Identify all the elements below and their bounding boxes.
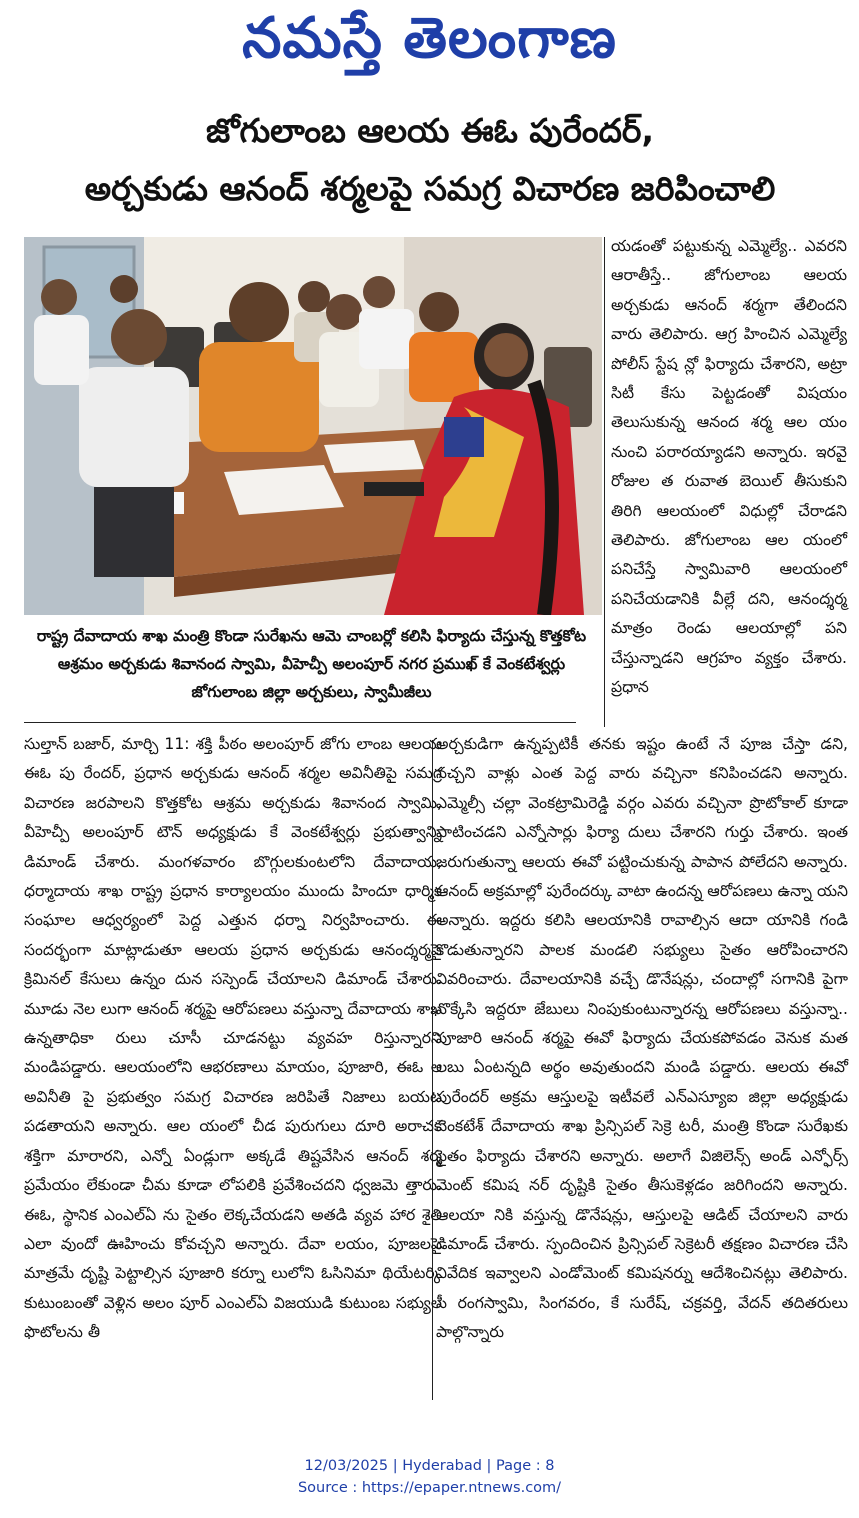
headline-line-2: అర్చకుడు ఆనంద్ శర్మలపై సమగ్ర విచారణ జరిపించాలి	[84, 169, 776, 208]
footer-date-line: 12/03/2025 | Hyderabad | Page : 8	[304, 1458, 555, 1474]
article-text: యడంతో పట్టుకున్న ఎమ్మెల్యే.. ఎవరని ఆరాతీస్తే.. జోగులాంబ ఆలయ అర్చకుడు ఆనంద్ శర్మగా తేలిందని వారు తెలిపారు. ఆగ్ర హించిన ఎమ్మెల్యే పోలీస్ స్టేష న్లో ఫిర్యాదు చేశారని, అట్రా సిటీ కేసు పెట్టడంతో విషయం తెలుసుకున్న ఆనంద శర్మ ఆల యం నుంచి పరారయ్యాడని అన్నారు. ఇరవై రోజుల త రువాత బెయిల్ తీసుకుని తిరిగి ఆలయంలో విధుల్లో చేరాడని తెలిపారు. జోగులాంబ ఆల యంలో పనిచేస్తే స్వామివారి ఆలయంలో పనిచేయడానికి వీల్లే దని, ఆనంద్శర్మ మాత్రం రెండు ఆలయాల్లో పని చేస్తున్నాడని ఆగ్రహం వ్యక్తం చేశారు. ప్రధాన	[611, 237, 847, 697]
column-divider-top	[604, 237, 605, 727]
footer-source-line: Source : https://epaper.ntnews.com/	[297, 1480, 562, 1496]
headline-line-1: జోగులాంబ ఆలయ ఈఓ పురేందర్,	[205, 111, 655, 150]
article-column-right-bottom	[436, 730, 848, 1348]
article-text: అర్చకుడిగా ఉన్నప్పటికీ తనకు ఇష్టం ఉంటే నే పూజ చేస్తా డని, నచ్చని వాళ్లు ఎంత పెద్ద వారు వచ్చినా కనిపించడని అన్నారు. ఎమ్మెల్సీ చల్లా వెంకట్రామిరెడ్డి వర్గం ఎవరు వచ్చినా ప్రొటోకాల్ కూడా పాటించడని ఎన్నోసార్లు ఫిర్యా దులు చేశారని గుర్తు చేశారు. ఇంత జరుగుతున్నా ఆలయ ఈవో పట్టించుకున్న పాపాన పోలేదని అన్నారు. ఆనంద్ అక్రమాల్లో పురేందర్కు వాటా ఉందన్న ఆరోపణలు ఉన్నా యని అన్నారు. ఇద్దరు కలిసి ఆలయానికి రావాల్సిన ఆదా యానికి గండి కొడుతున్నారని పాలక మండలి సభ్యులు సైతం ఆరోపించారని వివరించారు. దేవాలయానికి వచ్చే డొనేషన్లు, చందాల్లో సగానికి పైగా నొక్కేసి ఇద్దరూ జేబులు నింపుకుంటున్నారన్న ఆరోపణలు వస్తున్నా.. పూజారి ఆనంద్ శర్మపై ఈవో ఫిర్యాదు చేయకపోవడం వెనుక మత లబు ఏంటన్నది అర్థం అవుతుందని మండి పడ్డారు. ఆలయ ఈవో పురేందర్ అక్రమ ఆస్తులపై ఇటీవలే ఎన్ఎస్యూఐ జిల్లా అధ్యక్షుడు వెంకటేశ్ దేవాదాయ శాఖ ప్రిన్సిపల్ సెక్రె టరీ, మంత్రి కొండా సురేఖకు సైతం ఫిర్యాదు చేశారని అన్నారు. అలాగే విజిలెన్స్ అండ్ ఎన్ఫోర్స్ మెంట్ కమిష నర్ దృష్టికి సైతం తీసుకెళ్లడం జరిగిందని అన్నారు. ఆలయా నికి వస్తున్న డొనేషన్లు, ఆస్తులపై ఆడిట్ చేయాలని వారు డిమాండ్ చేశారు. స్పందించిన ప్రిన్సిపల్ సెక్రెటరీ తక్షణం విచారణ చేసి నివేదిక ఇవ్వాలని ఎండోమెంట్ కమిషనర్ను ఆదేశించినట్లు తెలిపారు. సీ రంగస్వామి, సింగవరం, కే సురేష్, చక్రవర్తి, వేదన్ తదితరులు పాల్గొన్నారు	[436, 735, 848, 1342]
masthead-title: నమస్తే తెలంగాణ	[242, 6, 617, 71]
article-text: సుల్తాన్ బజార్, మార్చి 11: శక్తి పీఠం అలంపూర్ జోగు లాంబ ఆలయ ఈఓ పు రేందర్, ప్రధాన అర్చకుడు ఆనంద్ శర్మల అవినీతిపై సమగ్ర విచారణ జరపాలని కొత్తకోట ఆశ్రమ అర్చకుడు శివానంద స్వామి, వీహెచ్పీ అలంపూర్ టౌన్ అధ్యక్షుడు కే వెంకటేశ్వర్లు ప్రభుత్వాన్ని డిమాండ్ చేశారు. మంగళవారం బొగ్గులకుంటలోని దేవాదాయ, ధర్మాదాయ శాఖ రాష్ట్ర ప్రధాన కార్యాలయం ముందు హిందూ ధార్మిక సంఘాల ఆధ్వర్యంలో పెద్ద ఎత్తున ధర్నా నిర్వహించారు. ఈ సందర్భంగా మాట్లాడుతూ ఆలయ ప్రధాన అర్చకుడు ఆనంద్శర్మపై క్రిమినల్ కేసులు ఉన్నం దున సస్పెండ్ చేయాలని డిమాండ్ చేశారు. మూడు నెల లుగా ఆనంద్ శర్మపై ఆరోపణలు వస్తున్నా దేవాదాయ శాఖ ఉన్నతాధికా రులు చూసీ చూడనట్టు వ్యవహ రిస్తున్నారని మండిపడ్డారు. ఆలయంలోని ఆభరణాలు మాయం, పూజారి, ఈఓ ల అవినీతి పై ప్రభుత్వం సమగ్ర విచారణ జరిపితే నిజాలు బయట పడతాయని అన్నారు. ఆల యంలో చీడ పురుగులు దూరి అరాచక శక్తిగా మారారని, ఎన్నో ఏండ్లుగా అక్కడే తిష్టవేసిన ఆనంద్ శర్మ ప్రమేయం లేకుండా చీమ కూడా లోపలికి ప్రవేశించదని ధ్వజమె త్తారు. ఈఓ, స్థానిక ఎంఎల్ఏ ను సైతం లెక్కచేయడని అతడి వ్యవ హార శైలి ఎలా వుందో ఊహించు కోవచ్చని అన్నారు. దేవా లయం, పూజలపై మాత్రమే దృష్టి పెట్టాల్సిన పూజారి కర్నూ లులోని ఓసినిమా థియేటర్కి కుటుంబంతో వెళ్లిన అలం పూర్ ఎంఎల్ఏ విజయుడి కుటుంబ సభ్యుల ఫొటోలను తీ	[24, 735, 442, 1342]
caption-divider	[24, 722, 576, 723]
photo-caption: రాష్ట్ర దేవాదాయ శాఖ మంత్రి కొండా సురేఖను ఆమె చాంబర్లో కలిసి ఫిర్యాదు చేస్తున్న కొత్తకోట ఆశ్రమం అర్చకుడు శివానంద స్వామి, వీహెచ్పీ అలంపూర్ నగర ప్రముఖ్ కే వెంకటేశ్వర్లు జోగులాంబ జిల్లా అర్చకులు, స్వామీజీలు	[36, 627, 587, 701]
news-photo	[24, 237, 602, 615]
article-column-left-bottom	[24, 730, 442, 1348]
masthead	[0, 6, 859, 85]
article-column-right-top	[611, 232, 847, 703]
